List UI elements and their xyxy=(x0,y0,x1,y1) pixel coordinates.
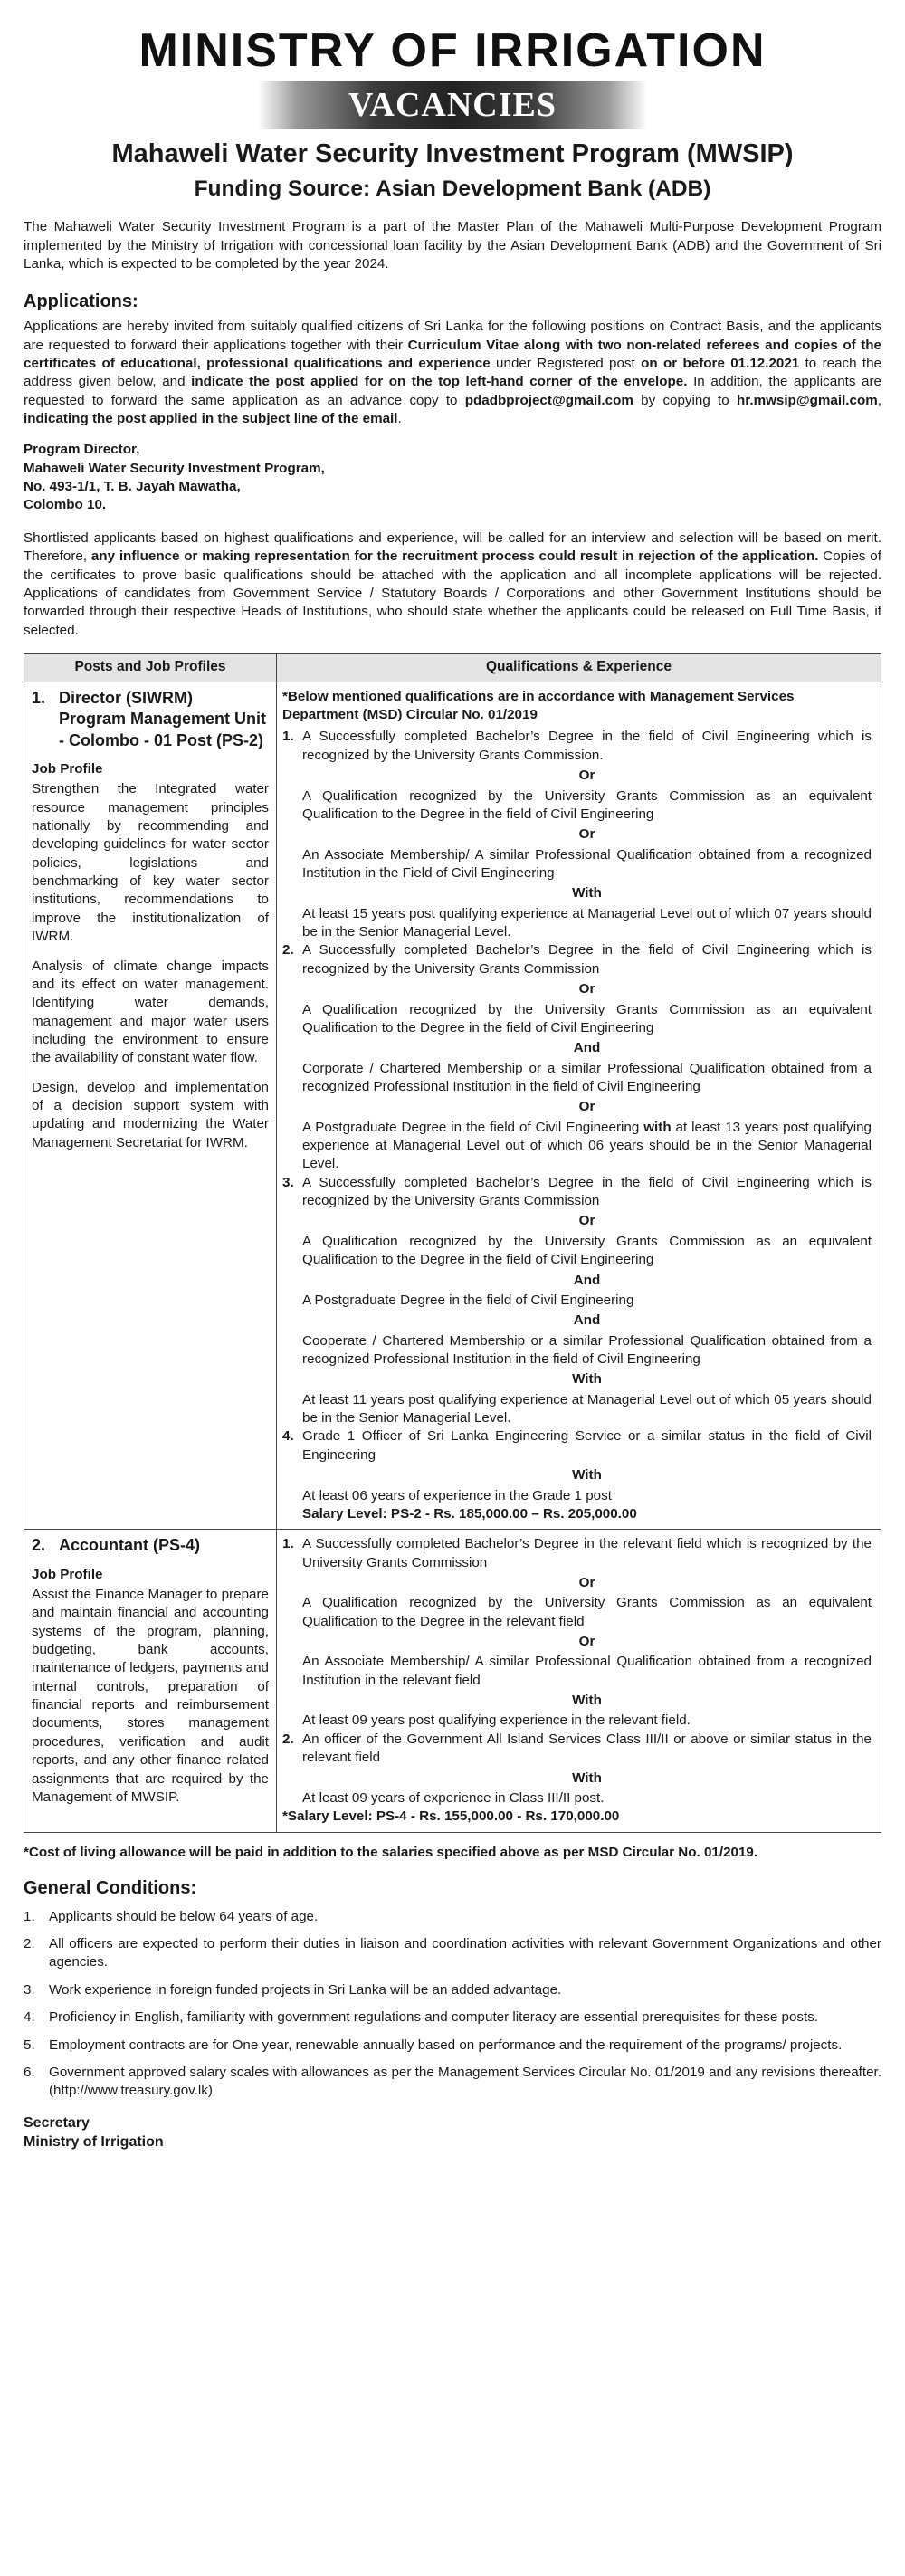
list-item xyxy=(24,1981,881,1999)
applications-heading: Applications: xyxy=(24,291,138,312)
experience-text: At least 15 years post qualifying experience at Managerial Level out of which 07 years should be in the Senior Managerial Level. xyxy=(302,905,872,940)
conjunction: Or xyxy=(578,768,595,784)
qualification-cell-director xyxy=(277,682,881,1529)
qualification-text: A Qualification recognized by the University Grants Commission as an equivalent Qualification to the Degree in the field of Civil Engineering xyxy=(302,1233,872,1268)
text-run: Copies of the certificates to prove basic qualifications should be attached with the application and all incomplete applications will be rejected. Applications of candidates from Government Service / Statutory Boards / Corporations and other Government Institutions should be forwarded through their respective Heads of Institutions, who should state whether the applicants could be released on Full Time Basis, if selected. xyxy=(24,549,881,638)
table-row-accountant xyxy=(24,1530,881,1832)
job-description: Design, develop and implementation of a decision support system with updating and modernizing the Water Management Secretariat for IWRM. xyxy=(32,1079,269,1150)
post-cell-director xyxy=(24,682,277,1529)
item-number: 5. xyxy=(24,2037,35,2053)
salary-level-director: Salary Level: PS-2 - Rs. 185,000.00 – Rs. 205,000.00 xyxy=(302,1505,637,1522)
text-run-bold: Curriculum Vitae along with two non-related referees and copies of the certificates of educational, professional qualifications and experience xyxy=(24,337,882,371)
vacancies-banner: VACANCIES xyxy=(258,81,647,129)
item-text: Proficiency in English, familiarity with government regulations and computer literacy are essential prerequisites for these posts. xyxy=(49,2009,819,2026)
job-description: Strengthen the Integrated water resource management principles nationally by recommending and developing guidelines for water sector policies, legislations and benchmarking of key water sector institutions, recommendations to improve the institutionalization of IWRM. xyxy=(32,781,269,945)
cost-of-living-note: *Cost of living allowance will be paid in addition to the salaries specified above as per MSD Circular No. 01/2019. xyxy=(24,1844,758,1860)
address-line: Colombo 10. xyxy=(24,497,107,513)
text-run: Shortlisted applicants based on highest qualifications and experience, will be called for an interview and selection will be based on merit. Therefore, xyxy=(24,530,881,565)
job-profile-label: Job Profile xyxy=(32,1566,103,1582)
email-pdadb: pdadbproject@gmail.com xyxy=(464,392,634,408)
conjunction: Or xyxy=(578,981,595,997)
conjunction: With xyxy=(572,885,602,902)
option-number: 2. xyxy=(282,1731,294,1747)
job-profile-label: Job Profile xyxy=(32,760,103,777)
list-item xyxy=(24,1935,881,1972)
ministry-title: MINISTRY OF IRRIGATION xyxy=(138,24,767,77)
signature-block xyxy=(24,2113,881,2152)
list-item xyxy=(24,2064,881,2101)
intro-paragraph: The Mahaweli Water Security Investment Program is a part of the Master Plan of the Mahaweli Multi-Purpose Development Program implemented by the Ministry of Irrigation with concessional loan facility by the Asian Development Bank (ADB) and the Government of Sri Lanka, which is expected to be completed by the year 2024. xyxy=(24,219,881,272)
table-header-row xyxy=(24,654,881,682)
salary-level-accountant: *Salary Level: PS-4 - Rs. 155,000.00 - Rs. 170,000.00 xyxy=(282,1808,620,1825)
option-body xyxy=(302,1731,872,1808)
post-name: Director (SIWRM) xyxy=(59,688,193,707)
address-line: Program Director, xyxy=(24,442,140,458)
qualification-text: Cooperate / Chartered Membership or a similar Professional Qualification obtained from a recognized Professional Institution in the field of Civil Engineering xyxy=(302,1332,872,1367)
deadline-text: on or before 01.12.2021 xyxy=(641,355,800,371)
vacancy-table xyxy=(24,653,881,1833)
qualification-text: A Successfully completed Bachelor’s Degree in the field of Civil Engineering which is recognized by the University Grants Commission. xyxy=(302,729,872,763)
text-run: Applications are hereby invited from suitably qualified citizens of Sri Lanka for the following positions on Contract Basis, and the applicants are requested to forward their applications together with their xyxy=(24,319,881,353)
option-number: 1. xyxy=(282,1536,294,1552)
funding-source: Funding Source: Asian Development Bank (ADB) xyxy=(194,176,711,201)
item-number: 4. xyxy=(24,2009,35,2026)
qualification-text: An Associate Membership/ A similar Professional Qualification obtained from a recognized Institution in the relevant field xyxy=(302,1654,872,1688)
qualification-option xyxy=(282,728,872,941)
post-number: 2. xyxy=(32,1536,46,1555)
qualification-text: A Qualification recognized by the University Grants Commission as an equivalent Qualification to the Degree in the field of Civil Engineering xyxy=(302,1001,872,1035)
qualification-option xyxy=(282,1427,872,1523)
shortlist-paragraph xyxy=(24,530,881,640)
conjunction: Or xyxy=(578,1213,595,1229)
qualification-cell-accountant xyxy=(277,1530,881,1832)
column-header-posts: Posts and Job Profiles xyxy=(24,654,277,682)
job-description: Analysis of climate change impacts and its effect on water management. Identifying water demands, management and major water users including the environment to ensure the availability of constant water flow. xyxy=(32,958,269,1066)
qualification-option xyxy=(282,1731,872,1808)
vacancies-banner-wrap xyxy=(24,81,881,129)
column-header-qualifications: Qualifications & Experience xyxy=(277,654,881,682)
option-body xyxy=(302,1174,872,1428)
qualification-text: A Successfully completed Bachelor’s Degree in the relevant field which is recognized by the University Grants Commission xyxy=(302,1536,872,1570)
experience-text: At least 09 years post qualifying experience in the relevant field. xyxy=(302,1713,691,1729)
conjunction: With xyxy=(572,1371,602,1388)
post-title-director xyxy=(32,688,269,709)
conjunction: Or xyxy=(578,826,595,843)
item-number: 6. xyxy=(24,2064,35,2080)
postal-address xyxy=(24,441,881,514)
conjunction: With xyxy=(572,1693,602,1709)
option-number: 3. xyxy=(282,1174,294,1190)
job-description: Assist the Finance Manager to prepare and maintain financial and accounting systems of the program, planning, budgeting, bank accounts, maintenance of ledgers, payments and internal controls, preparation of financial reports and reimbursement documents, stores management procedures, verification and audit reports, and any other finance related assignments that are required by the Management of MWSIP. xyxy=(32,1586,269,1805)
qualification-option xyxy=(282,941,872,1173)
general-conditions-list xyxy=(24,1908,881,2101)
signature-title: Secretary xyxy=(24,2114,90,2131)
post-number: 1. xyxy=(32,688,46,707)
program-title: Mahaweli Water Security Investment Program (MWSIP) xyxy=(111,139,794,169)
email-hr: hr.mwsip@gmail.com xyxy=(737,392,878,408)
experience-text xyxy=(302,1119,872,1174)
text-run: . xyxy=(397,411,402,427)
conjunction: With xyxy=(572,1770,602,1786)
option-body xyxy=(302,1535,872,1731)
list-item xyxy=(24,2008,881,2027)
text-run: , xyxy=(877,392,881,408)
list-item xyxy=(24,2037,881,2055)
text-run: A Postgraduate Degree in the field of Civil Engineering xyxy=(302,1119,644,1135)
text-run-bold: indicate the post applied for on the top left-hand corner of the envelope. xyxy=(191,374,688,390)
qualification-option xyxy=(282,1535,872,1731)
text-run-bold: with xyxy=(643,1119,672,1135)
post-title-accountant xyxy=(32,1535,269,1556)
address-line: No. 493-1/1, T. B. Jayah Mawatha, xyxy=(24,479,241,495)
option-body xyxy=(302,1427,872,1523)
option-body xyxy=(302,941,872,1173)
conjunction: Or xyxy=(578,1099,595,1115)
post-cell-accountant xyxy=(24,1530,277,1832)
item-text: All officers are expected to perform their duties in liaison and coordination activities with relevant Government Organizations and other agencies. xyxy=(49,1936,881,1970)
item-text: Work experience in foreign funded projects in Sri Lanka will be an added advantage. xyxy=(49,1981,562,1998)
qualification-text: A Postgraduate Degree in the field of Civil Engineering xyxy=(302,1292,634,1308)
signature-organization: Ministry of Irrigation xyxy=(24,2134,164,2151)
qualification-text: Grade 1 Officer of Sri Lanka Engineering Service or a similar status in the field of Civil Engineering xyxy=(302,1428,872,1463)
text-run: under Registered post xyxy=(490,355,642,371)
applications-paragraph xyxy=(24,318,881,428)
conjunction: And xyxy=(573,1272,601,1288)
qualification-text: An officer of the Government All Island Services Class III/II or above or similar status in the relevant field xyxy=(302,1731,872,1766)
text-run: at least 13 years post qualifying experience at Managerial Level out of which 06 years should be in the Senior Managerial Level. xyxy=(302,1119,872,1172)
option-number: 4. xyxy=(282,1428,294,1445)
text-run: by copying to xyxy=(633,392,737,408)
qualification-text: A Qualification recognized by the University Grants Commission as an equivalent Qualification to the Degree in the field of Civil Engineering xyxy=(302,787,872,822)
item-number: 1. xyxy=(24,1908,35,1924)
item-number: 3. xyxy=(24,1981,35,1998)
text-run-bold: indicating the post applied in the subject line of the email xyxy=(24,411,398,427)
qualification-text: A Qualification recognized by the University Grants Commission as an equivalent Qualification to the Degree in the relevant field xyxy=(302,1595,872,1629)
post-subtitle-director: Program Management Unit - Colombo - 01 Post (PS-2) xyxy=(59,710,267,749)
qualification-text: A Successfully completed Bachelor’s Degree in the field of Civil Engineering which is recognized by the University Grants Commission xyxy=(302,1174,872,1209)
table-row-director xyxy=(24,682,881,1529)
experience-text: At least 06 years of experience in the Grade 1 post xyxy=(302,1487,612,1503)
qualification-text: Corporate / Chartered Membership or a similar Professional Qualification obtained from a recognized Professional Institution in the field of Civil Engineering xyxy=(302,1060,872,1094)
conjunction: With xyxy=(572,1467,602,1484)
option-number: 2. xyxy=(282,942,294,959)
item-text: Applicants should be below 64 years of age. xyxy=(49,1908,319,1924)
post-name: Accountant (PS-4) xyxy=(59,1536,201,1555)
option-number: 1. xyxy=(282,729,294,745)
experience-text: At least 11 years post qualifying experience at Managerial Level out of which 05 years should be in the Senior Managerial Level. xyxy=(302,1391,872,1426)
text-run-bold: any influence or making representation for the recruitment process could result in rejection of the application. xyxy=(90,549,819,565)
experience-text: At least 09 years of experience in Class III/II post. xyxy=(302,1789,605,1806)
general-conditions-heading: General Conditions: xyxy=(24,1877,197,1898)
conjunction: And xyxy=(573,1312,601,1329)
option-body xyxy=(302,728,872,941)
text-run: to reach the address given below, and xyxy=(24,355,882,390)
item-text: Employment contracts are for One year, renewable annually based on performance and the requirement of the programs/ projects. xyxy=(49,2037,843,2053)
qualification-option xyxy=(282,1174,872,1428)
item-number: 2. xyxy=(24,1936,35,1952)
address-line: Mahaweli Water Security Investment Program, xyxy=(24,460,325,476)
conjunction: And xyxy=(573,1040,601,1056)
item-text: Government approved salary scales with allowances as per the Management Services Circular No. 01/2019 and any revisions thereafter. (http://www.treasury.gov.lk) xyxy=(49,2064,881,2099)
msd-circular-note: *Below mentioned qualifications are in accordance with Management Services Department (MSD) Circular No. 01/2019 xyxy=(282,688,795,723)
qualification-text: A Successfully completed Bachelor’s Degree in the field of Civil Engineering which is recognized by the University Grants Commission xyxy=(302,942,872,977)
conjunction: Or xyxy=(578,1574,595,1590)
text-run: In addition, the applicants are requested to forward the same application as an advance copy to xyxy=(24,374,881,408)
conjunction: Or xyxy=(578,1634,595,1650)
list-item xyxy=(24,1908,881,1926)
qualification-text: An Associate Membership/ A similar Professional Qualification obtained from a recognized Institution in the Field of Civil Engineering xyxy=(302,846,872,881)
